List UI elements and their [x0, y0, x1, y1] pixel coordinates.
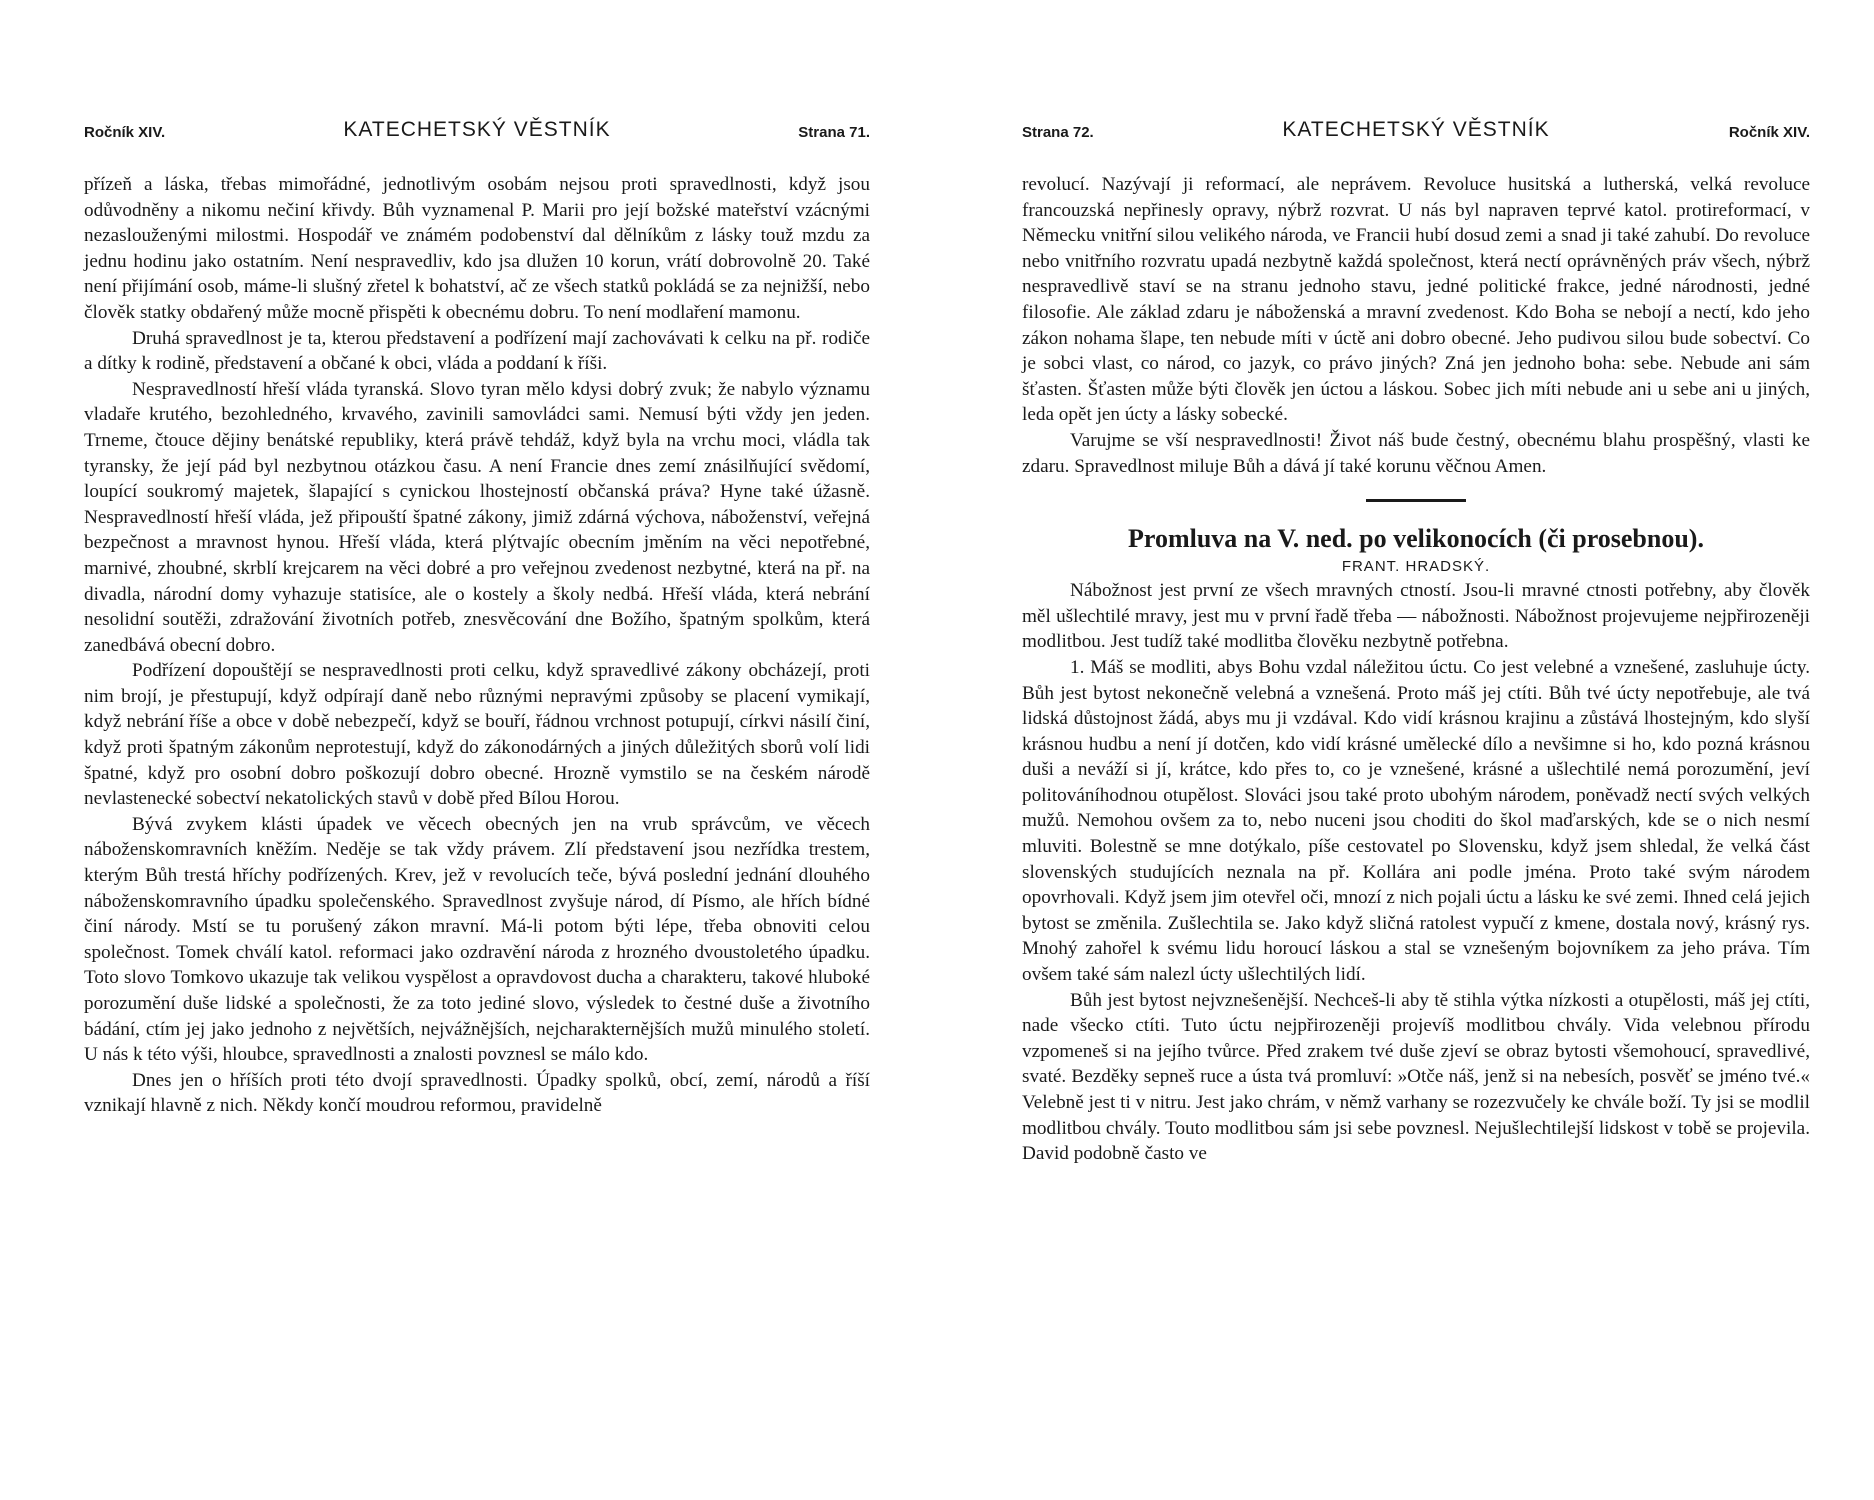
right-page-body — [1022, 172, 1810, 1167]
paragraph: Bývá zvykem klásti úpadek ve věcech obecných jen na vrub správcům, ve věcech náboženskomravních kněžím. Neděje se tak vždy právem. Zlí představení jsou nezřídka trestem, kterým Bůh trestá hříchy podřízených. Krev, jež v revolucích teče, bývá poslední jednání dlouhého náboženskomravního úpadku společenského. Spravedlnost zvyšuje národ, dí Písmo, ale hřích bídné činí národy. Mstí se tu porušený zákon mravní. Má-li potom býti lépe, třeba obnoviti celou společnost. Tomek chválí katol. reformaci jako ozdravění národa z hrozného dvoustoletého úpadku. Toto slovo Tomkovo ukazuje tak velikou vyspělost a opravdovost ducha a charakteru, takové hluboké porozumění duše lidské a společnosti, že za toto jediné slovo, výsledek to čestné duše a životního bádání, ctím jej jako jednoho z největších, nejvážnějších, nejcharakternějších mužů minulého století. U nás k této výši, hloubce, spravedlnosti a znalosti povznesl se málo kdo. — [84, 813, 870, 1066]
paragraph: 1. Máš se modliti, abys Bohu vzdal náležitou úctu. Co jest velebné a vznešené, zasluhuje úcty. Bůh jest bytost nekonečně velebná a vznešená. Proto máš jej ctíti. Bůh tvé úcty nepotřebuje, ale tvá lidská důstojnost žádá, abys mu ji vzdával. Kdo vidí krásnou krajinu a zůstává lhostejným, kdo slyší krásnou hudbu a není jí dotčen, kdo vidí krásné umělecké dílo a nevšimne si ho, kdo pozná krásnou duši a neváží si jí, krátce, kdo přes to, co je vznešené, krásné a ušlechtilé nemá porozumění, jeví politováníhodnou otupělost. Slováci jsou také proto ubohým národem, poněvadž nectí svých velkých mužů. Nemohou ovšem za to, nebo nuceni jsou choditi do škol maďarských, kde se o nich nesmí mluviti. Bolestně se mne dotýkalo, píše cestovatel po Slovensku, když jsem shledal, že velká část slovenských studujících neznala na př. Kollára ani podle jména. Proto také svým národem opovrhovali. Když jsem jim otevřel oči, mnozí z nich pojali úctu a lásku ke své zemi. Ihned celá jejich bytost se změnila. Zušlechtila se. Jako když sličná ratolest vypučí z kmene, dostala nový, krásný rys. Mnohý zahořel k svému lidu horoucí láskou a stal se vznešeným bojovníkem za jeho práva. Tím ovšem také sám nalezl úcty ušlechtilých lidí. — [1022, 656, 1810, 986]
journal-title: KATECHETSKÝ VĚSTNÍK — [343, 118, 611, 141]
paragraph: přízeň a láska, třebas mimořádné, jednotlivým osobám nejsou proti spravedlnosti, když jsou odůvodněny a nikomu nečiní křivdy. Bůh vyznamenal P. Marii pro její božské mateřství vzácnými nezaslouženými milostmi. Hospodář ve známém podobenství dal dělníkům z lásky touž mzdu za jednu hodinu jako ostatním. Není nespravedliv, kdo jsa dlužen 10 korun, vrátí dobrovolně 20. Také není přijímání osob, máme-li slušný zřetel k bohatství, ač ze všech statků pokládá se za nejnižší, nebo člověk statky obdařený může mocně přispěti k obecnému dobru. To není modlaření mamonu. — [84, 174, 870, 323]
paragraph: revolucí. Nazývají ji reformací, ale neprávem. Revoluce husitská a lutherská, velká revoluce francouzská nepřinesly opravy, nýbrž rozvrat. U nás byl napraven teprvé katol. protireformací, v Německu vnitřní silou velikého národa, ve Francii hubí dosud zemi a snad ji také zahubí. Do revoluce nebo vnitřního rozvratu upadá nezbytně každá společnost, která nectí oprávněných práv všech, nýbrž nespravedlivě staví se na stranu jednoho stavu, jedné politické frakce, jedné národnosti, jedné filosofie. Ale základ zdaru je náboženská a mravní zvedenost. Kdo Boha se nebojí a nectí, kdo jeho zákon nohama šlape, ten nebude míti v úctě ani dobro obecné. Jeho pudivou silou bude sobectví. Co je sobci vlast, co národ, co jazyk, co právo jiných? Zná jen jednoho boha: sebe. Nebude ani sám šťasten. Šťasten může býti člověk jen úctou a láskou. Sobec jich míti nebude ani u sebe ani u jiných, leda opět jen úcty a lásky sobecké. — [1022, 174, 1810, 426]
paragraph: Dnes jen o hříších proti této dvojí spravedlnosti. Úpadky spolků, obcí, zemí, národů a říší vznikají hlavně z nich. Někdy končí moudrou reformou, pravidelně — [84, 1069, 870, 1117]
left-page — [84, 0, 870, 1500]
right-page — [1022, 0, 1810, 1500]
article-author: FRANT. HRADSKÝ. — [1341, 558, 1491, 576]
article-title: Promluva na V. ned. po velikonocích (či prosebnou). — [1128, 524, 1704, 554]
section-divider — [1366, 499, 1466, 502]
paragraph: Nábožnost jest první ze všech mravných ctností. Jsou-li mravné ctnosti potřebny, aby člověk měl ušlechtilé mravy, jest mu v první řadě třeba — nábožnosti. Nábožnost projevujeme nejpřirozeněji modlitbou. Jest tudíž také modlitba člověku nezbytně potřebna. — [1022, 580, 1810, 653]
paragraph: Druhá spravedlnost je ta, kterou představení a podřízení mají zachovávati k celku na př. rodiče a dítky k rodině, představení a občané k obci, vláda a poddaní k říši. — [84, 327, 870, 375]
volume-label: Ročník XIV. — [84, 124, 166, 141]
journal-title: KATECHETSKÝ VĚSTNÍK — [1282, 118, 1550, 141]
page-number: Strana 72. — [1022, 124, 1094, 141]
paragraph: Nespravedlností hřeší vláda tyranská. Slovo tyran mělo kdysi dobrý zvuk; že nabylo významu vladaře krutého, bezohledného, krvavého, zavinili samovládci sami. Nemusí býti vždy jen jeden. Trneme, čtouce dějiny benátské republiky, která právě tehdáž, když byla na vrchu moci, vládla tak tyransky, že její pád byl nezbytnou otázkou času. A není Francie dnes zemí znásilňující svědomí, loupící soukromý majetek, šlapající s cynickou lhostejností občanská práva? Hyne také úžasně. Nespravedlností hřeší vláda, jež připouští špatné zákony, jimiž zdárná výchova, náboženství, veřejná bezpečnost a mravnost hynou. Hřeší vláda, která plýtvajíc obecním jměním na věci nepotřebné, marnivé, zhoubné, skrblí krejcarem na věci dobré a pro veřejnou zvedenost nezbytné, která na př. na divadla, národní domy vyhazuje statisíce, ale o kostely a školy nedbá. Hřeší vláda, která nebrání nesolidní soutěži, zdražování životních potřeb, znesvěcování dne Božího, špatným spolkům, která zanedbává obecní dobro. — [84, 378, 870, 656]
left-page-body — [84, 172, 870, 1119]
volume-label: Ročník XIV. — [1728, 124, 1810, 141]
page-number: Strana 71. — [798, 124, 870, 141]
paragraph: Podřízení dopouštějí se nespravedlnosti proti celku, když spravedlivé zákony obcházejí, proti nim brojí, je přestupují, když odpírají daně nebo různými nepravými způsoby se placení vymikají, když nebrání říše a obce v době nebezpečí, když se bouří, řádnou vrchnost potupují, církvi násilí činí, když proti špatným zákonům neprotestují, když do zákonodárných a jiných důležitých sborů volí lidi špatné, když pro osobní dobro poškozují dobro obecné. Hrozně vymstilo se na českém národě nevlastenecké sobectví nekatolických stavů v době před Bílou Horou. — [84, 660, 870, 810]
left-page-header — [84, 118, 870, 148]
paragraph: Varujme se vší nespravedlnosti! Život náš bude čestný, obecnému blahu prospěšný, vlasti ke zdaru. Spravedlnost miluje Bůh a dává jí také korunu věčnou Amen. — [1022, 429, 1810, 477]
right-page-header — [1022, 118, 1810, 148]
paragraph: Bůh jest bytost nejvznešenější. Nechceš-li aby tě stihla výtka nízkosti a otupělosti, máš jej ctíti, nade všecko ctíti. Tuto úctu nejpřirozeněji projevíš modlitbou chvály. Vida velebnou přírodu vzpomeneš si na jejího tvůrce. Před zrakem tvé duše zjeví se obraz bytosti všemohoucí, spravedlivé, svaté. Bezděky sepneš ruce a ústa tvá promluví: »Otče náš, jenž si na nebesích, posvěť se jméno tvé.« Velebně jest ti v nitru. Jest jako chrám, v němž varhany se rozezvučely ke chvále boží. Ty jsi se modlil modlitbou chvály. Touto modlitbou sám jsi sebe povznesl. Nejušlechtilejší lidskost v tobě se projevila. David podobně často ve — [1022, 989, 1810, 1165]
